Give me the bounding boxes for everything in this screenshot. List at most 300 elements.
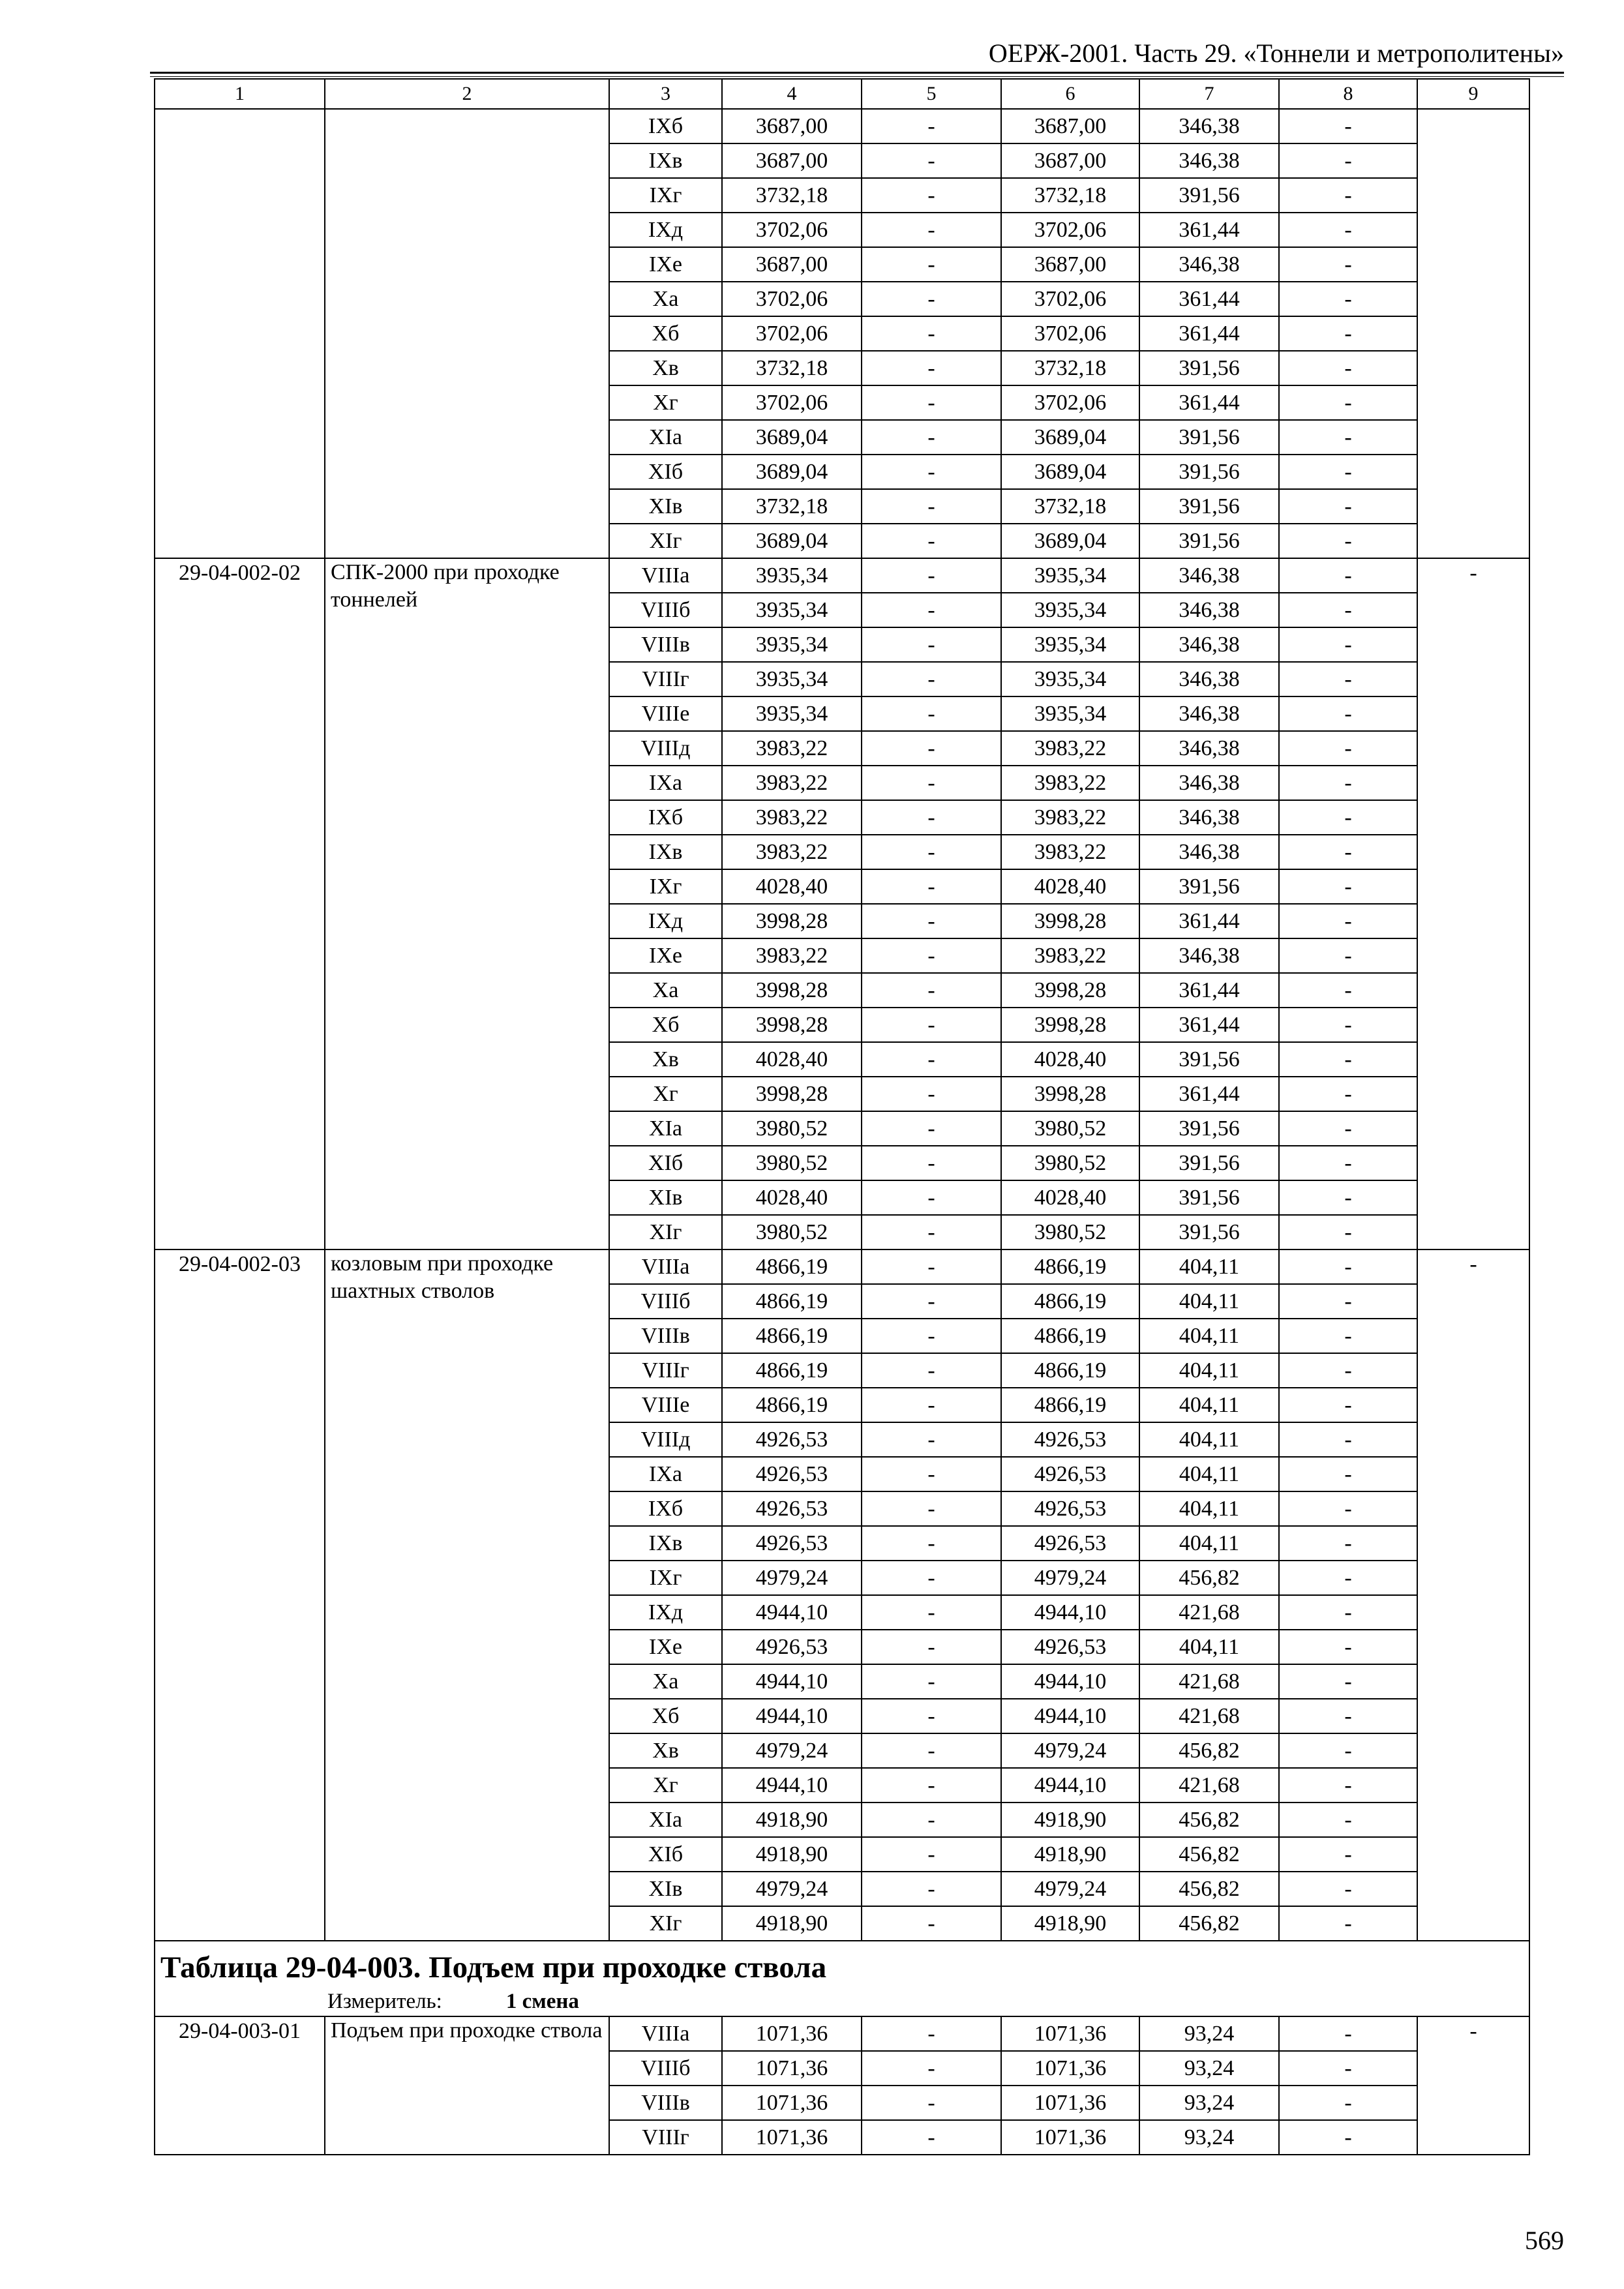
table-cell: 391,56: [1139, 351, 1279, 385]
table-cell: 391,56: [1139, 524, 1279, 558]
table-cell: -: [1279, 558, 1417, 593]
table-cell: 3980,52: [1001, 1215, 1139, 1249]
table-cell: 3998,28: [1001, 904, 1139, 938]
table-title: Таблица 29-04-003. Подъем при проходке ствола: [155, 1941, 1529, 1987]
table-cell: 404,11: [1139, 1526, 1279, 1561]
table-cell: 4926,53: [722, 1630, 862, 1664]
table-body: [155, 79, 1529, 2155]
table-cell: VIIIа: [609, 558, 722, 593]
table-cell: -: [862, 420, 1001, 455]
table-cell: 4926,53: [1001, 1422, 1139, 1457]
table-cell: 3983,22: [1001, 731, 1139, 766]
table-cell: IXе: [609, 938, 722, 973]
table-cell: -: [1279, 1526, 1417, 1561]
table-cell: XIв: [609, 489, 722, 524]
column-number: 8: [1279, 79, 1417, 109]
table-cell: 346,38: [1139, 593, 1279, 627]
table-cell: 4918,90: [722, 1837, 862, 1872]
table-cell: -: [1279, 1699, 1417, 1733]
table-cell: IXв: [609, 1526, 722, 1561]
table-cell: 4926,53: [1001, 1630, 1139, 1664]
col9-cell: -: [1417, 1249, 1529, 1941]
table-cell: 4028,40: [1001, 869, 1139, 904]
table-cell: 3935,34: [1001, 627, 1139, 662]
table-cell: 404,11: [1139, 1457, 1279, 1491]
table-cell: IXб: [609, 109, 722, 143]
table-cell: 1071,36: [1001, 2120, 1139, 2155]
table-cell: 361,44: [1139, 1008, 1279, 1042]
table-cell: -: [1279, 1664, 1417, 1699]
table-cell: -: [1279, 2120, 1417, 2155]
table-cell: 3980,52: [1001, 1146, 1139, 1180]
table-cell: 3935,34: [1001, 593, 1139, 627]
table-cell: 3998,28: [722, 1077, 862, 1111]
table-cell: -: [1279, 282, 1417, 316]
table-cell: Xв: [609, 1733, 722, 1768]
table-cell: VIIIб: [609, 2051, 722, 2086]
table-cell: IXв: [609, 143, 722, 178]
column-number: 4: [722, 79, 862, 109]
table-row: [155, 2016, 1529, 2051]
table-cell: 404,11: [1139, 1319, 1279, 1353]
table-cell: -: [862, 1837, 1001, 1872]
table-cell: -: [862, 1457, 1001, 1491]
table-cell: -: [862, 316, 1001, 351]
table-cell: 4926,53: [1001, 1526, 1139, 1561]
table-cell: 93,24: [1139, 2051, 1279, 2086]
measure-value: 1 смена: [505, 1990, 579, 2013]
rates-table: [154, 78, 1530, 2155]
table-cell: 3689,04: [1001, 420, 1139, 455]
table-cell: 4926,53: [722, 1526, 862, 1561]
table-cell: -: [1279, 593, 1417, 627]
table-cell: -: [1279, 351, 1417, 385]
table-cell: -: [1279, 1422, 1417, 1457]
rate-code: 29-04-002-02: [155, 558, 325, 1249]
table-cell: 3983,22: [1001, 835, 1139, 869]
table-cell: -: [862, 1422, 1001, 1457]
table-cell: 3935,34: [1001, 558, 1139, 593]
table-cell: -: [1279, 1561, 1417, 1595]
column-number: 9: [1417, 79, 1529, 109]
table-cell: IXг: [609, 869, 722, 904]
table-cell: 3687,00: [722, 143, 862, 178]
table-cell: Xб: [609, 1008, 722, 1042]
table-cell: -: [1279, 247, 1417, 282]
column-number: 2: [325, 79, 609, 109]
table-cell: -: [862, 593, 1001, 627]
table-cell: -: [862, 1180, 1001, 1215]
table-cell: -: [862, 1008, 1001, 1042]
table-cell: 391,56: [1139, 420, 1279, 455]
table-cell: 3980,52: [722, 1111, 862, 1146]
table-cell: -: [862, 627, 1001, 662]
table-cell: 3983,22: [722, 766, 862, 800]
table-cell: 391,56: [1139, 1180, 1279, 1215]
table-cell: -: [1279, 2016, 1417, 2051]
table-cell: 3687,00: [722, 247, 862, 282]
table-cell: 4866,19: [722, 1319, 862, 1353]
table-cell: 3702,06: [1001, 213, 1139, 247]
table-cell: -: [1279, 1353, 1417, 1388]
table-cell: VIIIв: [609, 2086, 722, 2120]
table-cell: -: [1279, 2086, 1417, 2120]
table-cell: 361,44: [1139, 904, 1279, 938]
table-cell: -: [862, 766, 1001, 800]
table-cell: 3689,04: [722, 420, 862, 455]
column-number: 5: [862, 79, 1001, 109]
table-cell: 3983,22: [1001, 800, 1139, 835]
table-cell: XIг: [609, 1906, 722, 1941]
table-cell: 3732,18: [1001, 489, 1139, 524]
table-cell: VIIIд: [609, 1422, 722, 1457]
table-cell: 4866,19: [722, 1388, 862, 1422]
table-cell: VIIIв: [609, 1319, 722, 1353]
running-header: ОЕРЖ-2001. Часть 29. «Тоннели и метрополитены»: [988, 38, 1564, 68]
table-cell: 3702,06: [722, 316, 862, 351]
table-cell: XIб: [609, 1146, 722, 1180]
table-cell: -: [862, 109, 1001, 143]
table-cell: -: [1279, 143, 1417, 178]
table-cell: VIIIг: [609, 662, 722, 696]
table-cell: -: [862, 213, 1001, 247]
table-cell: -: [862, 869, 1001, 904]
table-cell: 3732,18: [1001, 178, 1139, 213]
table-cell: VIIIг: [609, 1353, 722, 1388]
table-cell: -: [862, 2051, 1001, 2086]
table-cell: 3687,00: [722, 109, 862, 143]
table-cell: 3702,06: [722, 385, 862, 420]
table-cell: -: [862, 731, 1001, 766]
table-cell: Xг: [609, 1077, 722, 1111]
table-cell: 391,56: [1139, 1042, 1279, 1077]
table-cell: -: [1279, 869, 1417, 904]
table-cell: 391,56: [1139, 1111, 1279, 1146]
table-cell: -: [862, 1664, 1001, 1699]
table-cell: 3983,22: [722, 731, 862, 766]
table-cell: 4944,10: [722, 1699, 862, 1733]
table-cell: VIIIб: [609, 593, 722, 627]
table-cell: 1071,36: [722, 2051, 862, 2086]
table-cell: 456,82: [1139, 1561, 1279, 1595]
col9-cell: -: [1417, 2016, 1529, 2155]
table-cell: 4028,40: [722, 1042, 862, 1077]
table-cell: IXа: [609, 1457, 722, 1491]
table-cell: IXд: [609, 213, 722, 247]
rate-description: Подъем при проходке ствола: [325, 2016, 609, 2155]
table-cell: 361,44: [1139, 316, 1279, 351]
table-cell: 3689,04: [722, 455, 862, 489]
table-cell: VIIIа: [609, 1249, 722, 1284]
table-cell: -: [862, 904, 1001, 938]
table-cell: -: [862, 1042, 1001, 1077]
col9-cell: [1417, 109, 1529, 558]
table-cell: 4866,19: [1001, 1249, 1139, 1284]
table-cell: 4926,53: [1001, 1457, 1139, 1491]
table-cell: -: [1279, 1215, 1417, 1249]
table-cell: 4028,40: [1001, 1042, 1139, 1077]
table-cell: 4926,53: [722, 1422, 862, 1457]
table-cell: -: [862, 1803, 1001, 1837]
table-cell: 346,38: [1139, 247, 1279, 282]
table-cell: -: [1279, 1146, 1417, 1180]
table-cell: -: [862, 247, 1001, 282]
table-cell: 3687,00: [1001, 247, 1139, 282]
header-rule-thin: [150, 76, 1564, 77]
table-cell: 3998,28: [1001, 1077, 1139, 1111]
table-cell: -: [862, 1595, 1001, 1630]
table-cell: 391,56: [1139, 1146, 1279, 1180]
table-cell: Xг: [609, 1768, 722, 1803]
table-cell: 4028,40: [1001, 1180, 1139, 1215]
table-cell: 4918,90: [1001, 1837, 1139, 1872]
table-cell: 404,11: [1139, 1388, 1279, 1422]
table-cell: 404,11: [1139, 1353, 1279, 1388]
table-cell: -: [862, 800, 1001, 835]
table-cell: 361,44: [1139, 282, 1279, 316]
table-cell: 4918,90: [1001, 1906, 1139, 1941]
table-cell: -: [1279, 731, 1417, 766]
table-cell: -: [862, 455, 1001, 489]
table-cell: XIб: [609, 1837, 722, 1872]
table-cell: -: [1279, 178, 1417, 213]
table-cell: 404,11: [1139, 1284, 1279, 1319]
table-cell: 456,82: [1139, 1803, 1279, 1837]
table-cell: Xа: [609, 282, 722, 316]
table-cell: -: [862, 1561, 1001, 1595]
table-cell: -: [862, 938, 1001, 973]
table-cell: -: [1279, 1491, 1417, 1526]
measure-cell: [155, 1987, 1529, 2016]
table-cell: 4028,40: [722, 1180, 862, 1215]
table-cell: -: [862, 1699, 1001, 1733]
table-cell: IXе: [609, 247, 722, 282]
table-cell: 3689,04: [1001, 455, 1139, 489]
table-cell: -: [862, 2086, 1001, 2120]
table-cell: -: [862, 1111, 1001, 1146]
table-cell: IXб: [609, 800, 722, 835]
table-cell: 3935,34: [722, 627, 862, 662]
table-cell: 3998,28: [1001, 1008, 1139, 1042]
table-cell: 4979,24: [722, 1561, 862, 1595]
table-cell: -: [862, 1733, 1001, 1768]
table-cell: 4979,24: [1001, 1733, 1139, 1768]
table-cell: 4979,24: [1001, 1561, 1139, 1595]
table-cell: 3980,52: [1001, 1111, 1139, 1146]
table-cell: -: [1279, 1630, 1417, 1664]
table-cell: 1071,36: [1001, 2051, 1139, 2086]
table-cell: Xг: [609, 385, 722, 420]
table-cell: 4028,40: [722, 869, 862, 904]
table-cell: -: [862, 385, 1001, 420]
table-cell: 4926,53: [1001, 1491, 1139, 1526]
table-cell: 346,38: [1139, 143, 1279, 178]
table-cell: 391,56: [1139, 1215, 1279, 1249]
table-cell: 4866,19: [722, 1249, 862, 1284]
rate-code: 29-04-002-03: [155, 1249, 325, 1941]
table-cell: XIг: [609, 1215, 722, 1249]
table-cell: -: [862, 2120, 1001, 2155]
table-cell: -: [862, 1249, 1001, 1284]
table-cell: 3687,00: [1001, 143, 1139, 178]
table-cell: 404,11: [1139, 1630, 1279, 1664]
table-cell: XIв: [609, 1180, 722, 1215]
table-cell: -: [1279, 213, 1417, 247]
table-cell: 361,44: [1139, 213, 1279, 247]
table-cell: -: [1279, 316, 1417, 351]
table-cell: -: [1279, 1077, 1417, 1111]
table-cell: -: [1279, 835, 1417, 869]
table-cell: 4866,19: [1001, 1319, 1139, 1353]
table-cell: -: [862, 1768, 1001, 1803]
table-cell: -: [862, 1491, 1001, 1526]
column-number-row: [155, 79, 1529, 109]
table-cell: -: [862, 2016, 1001, 2051]
table-cell: 3983,22: [1001, 938, 1139, 973]
table-cell: 4944,10: [722, 1664, 862, 1699]
table-cell: XIв: [609, 1872, 722, 1906]
table-cell: -: [862, 1284, 1001, 1319]
table-cell: 3998,28: [722, 973, 862, 1008]
table-cell: 4944,10: [1001, 1664, 1139, 1699]
table-cell: IXг: [609, 1561, 722, 1595]
table-cell: -: [862, 489, 1001, 524]
table-cell: -: [1279, 938, 1417, 973]
table-cell: -: [1279, 1595, 1417, 1630]
table-cell: 3935,34: [722, 696, 862, 731]
table-cell: 4918,90: [1001, 1803, 1139, 1837]
table-cell: 3935,34: [722, 593, 862, 627]
table-cell: 3983,22: [722, 800, 862, 835]
table-cell: 4979,24: [1001, 1872, 1139, 1906]
table-cell: IXб: [609, 1491, 722, 1526]
table-cell: -: [862, 282, 1001, 316]
table-cell: IXе: [609, 1630, 722, 1664]
table-cell: 346,38: [1139, 109, 1279, 143]
table-cell: VIIIе: [609, 696, 722, 731]
table-cell: 346,38: [1139, 731, 1279, 766]
table-cell: 346,38: [1139, 627, 1279, 662]
table-cell: IXа: [609, 766, 722, 800]
table-cell: -: [862, 1526, 1001, 1561]
table-cell: VIIIа: [609, 2016, 722, 2051]
table-cell: 3702,06: [1001, 282, 1139, 316]
table-cell: XIа: [609, 1803, 722, 1837]
table-cell: 391,56: [1139, 178, 1279, 213]
table-cell: 1071,36: [722, 2086, 862, 2120]
table-cell: 3702,06: [722, 213, 862, 247]
table-cell: 3980,52: [722, 1146, 862, 1180]
table-cell: 346,38: [1139, 662, 1279, 696]
table-cell: 3935,34: [1001, 662, 1139, 696]
table-cell: 4944,10: [722, 1595, 862, 1630]
table-cell: 4944,10: [1001, 1768, 1139, 1803]
table-cell: 93,24: [1139, 2120, 1279, 2155]
table-cell: 4926,53: [722, 1457, 862, 1491]
table-cell: 1071,36: [722, 2016, 862, 2051]
table-cell: -: [1279, 1388, 1417, 1422]
table-cell: -: [1279, 455, 1417, 489]
table-cell: Xб: [609, 1699, 722, 1733]
table-cell: 4866,19: [1001, 1353, 1139, 1388]
table-cell: 421,68: [1139, 1768, 1279, 1803]
table-cell: 4866,19: [1001, 1388, 1139, 1422]
table-cell: -: [1279, 420, 1417, 455]
table-cell: -: [1279, 1008, 1417, 1042]
table-cell: Xб: [609, 316, 722, 351]
table-cell: -: [862, 524, 1001, 558]
table-cell: 4926,53: [722, 1491, 862, 1526]
table-cell: 361,44: [1139, 385, 1279, 420]
table-cell: -: [862, 1319, 1001, 1353]
table-cell: IXг: [609, 178, 722, 213]
table-cell: -: [1279, 524, 1417, 558]
table-cell: -: [1279, 1906, 1417, 1941]
table-cell: -: [862, 1906, 1001, 1941]
table-cell: 4918,90: [722, 1803, 862, 1837]
header-rule: [150, 72, 1564, 74]
table-cell: XIа: [609, 420, 722, 455]
table-cell: -: [862, 973, 1001, 1008]
table-cell: Xв: [609, 351, 722, 385]
measure-row: [155, 1987, 1529, 2016]
table-cell: 3935,34: [1001, 696, 1139, 731]
table-cell: -: [862, 143, 1001, 178]
column-number: 7: [1139, 79, 1279, 109]
table-cell: -: [862, 1353, 1001, 1388]
table-cell: Xв: [609, 1042, 722, 1077]
table-cell: -: [1279, 973, 1417, 1008]
table-cell: 3980,52: [722, 1215, 862, 1249]
table-cell: 93,24: [1139, 2016, 1279, 2051]
table-cell: VIIIе: [609, 1388, 722, 1422]
table-cell: -: [1279, 627, 1417, 662]
table-cell: 3983,22: [722, 938, 862, 973]
table-cell: -: [862, 351, 1001, 385]
table-cell: XIа: [609, 1111, 722, 1146]
table-cell: -: [862, 1388, 1001, 1422]
table-cell: 4944,10: [1001, 1699, 1139, 1733]
table-row: [155, 558, 1529, 593]
table-cell: -: [1279, 2051, 1417, 2086]
table-cell: 391,56: [1139, 489, 1279, 524]
table-cell: -: [1279, 1768, 1417, 1803]
table-cell: 3689,04: [722, 524, 862, 558]
table-cell: 4918,90: [722, 1906, 862, 1941]
table-cell: -: [1279, 1111, 1417, 1146]
table-cell: -: [862, 558, 1001, 593]
table-cell: VIIIв: [609, 627, 722, 662]
table-title-row: [155, 1941, 1529, 1987]
table-cell: -: [862, 1215, 1001, 1249]
table-cell: 3983,22: [722, 835, 862, 869]
table-cell: 404,11: [1139, 1491, 1279, 1526]
table-cell: 93,24: [1139, 2086, 1279, 2120]
column-number: 6: [1001, 79, 1139, 109]
table-cell: 4944,10: [722, 1768, 862, 1803]
table-cell: -: [1279, 1284, 1417, 1319]
table-row: [155, 109, 1529, 143]
table-cell: 391,56: [1139, 455, 1279, 489]
table-cell: 3689,04: [1001, 524, 1139, 558]
table-cell: 346,38: [1139, 696, 1279, 731]
table-cell: -: [862, 1872, 1001, 1906]
col9-cell: -: [1417, 558, 1529, 1249]
table-cell: IXв: [609, 835, 722, 869]
measure-label: Измеритель:: [327, 1990, 442, 2013]
table-cell: -: [1279, 385, 1417, 420]
table-cell: -: [1279, 800, 1417, 835]
